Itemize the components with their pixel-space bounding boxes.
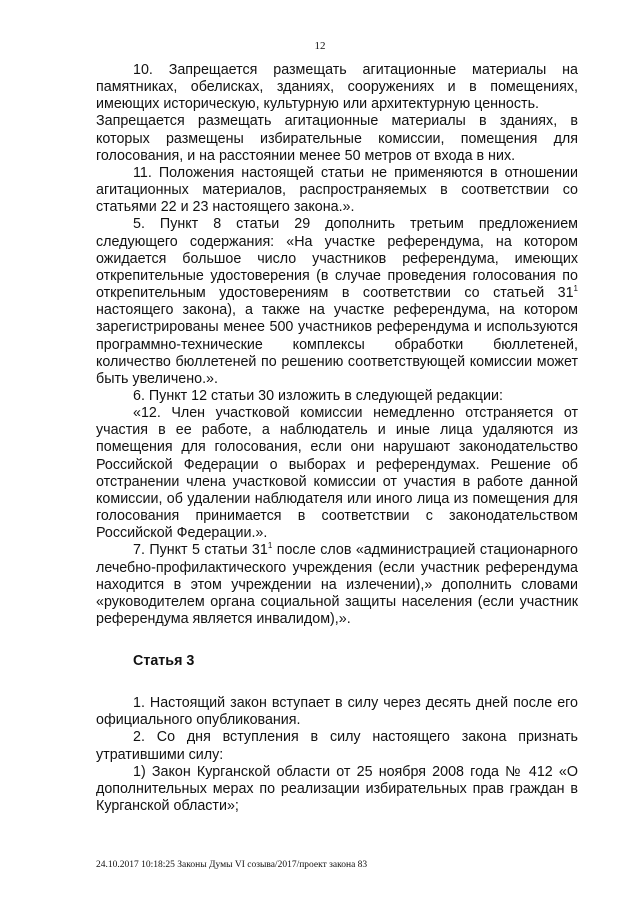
paragraph-10-continued: Запрещается размещать агитационные материалы в зданиях, в которых размещены избирательные комиссии, помещения для голосования, и на расстоянии менее 50 метров от входа в них. bbox=[96, 113, 578, 164]
document-footer: 24.10.2017 10:18:25 Законы Думы VI созыва/2017/проект закона 83 bbox=[96, 860, 368, 870]
paragraph-7 bbox=[96, 542, 578, 628]
document-body bbox=[96, 62, 578, 815]
paragraph-7-text-b: после слов «администрацией стационарного лечебно-профилактического учреждения (если участник референдума находится в этом учреждении на излечении),» дополнить словами «руководителем органа социальной защиты населения (если участник референдума является инвалидом),». bbox=[96, 542, 579, 627]
paragraph-12-quote: «12. Член участковой комиссии немедленно отстраняется от участия в ее работе, а наблюдатель и иные лица удаляются из помещения для голосования, если они нарушают законодательство Российской Федерации о выборах и референдумах. Решение об отстранении члена участковой комиссии от участия в работе данной комиссии, об удалении наблюдателя или иного лица из помещения для голосования принимается в соответствии с законодательством Российской Федерации.». bbox=[96, 405, 578, 542]
paragraph-7-text-a: 7. Пункт 5 статьи 31 bbox=[133, 542, 268, 559]
article-3-paragraph-1: 1. Настоящий закон вступает в силу через десять дней после его официального опубликования. bbox=[96, 695, 578, 729]
paragraph-10: 10. Запрещается размещать агитационные материалы на памятниках, обелисках, зданиях, сооружениях и в помещениях, имеющих историческую, культурную или архитектурную ценность. bbox=[96, 62, 578, 113]
page-number: 12 bbox=[314, 40, 326, 52]
paragraph-5-text-a: 5. Пункт 8 статьи 29 дополнить третьим предложением следующего содержания: «На участке референдума, на котором ожидается большое число участников референдума, имеющих открепительные удостоверения (в случае проведения голосования по открепительным удостоверениям в соответствии со статьей 31 bbox=[96, 216, 578, 302]
paragraph-5 bbox=[96, 216, 578, 388]
article-3-paragraph-2: 2. Со дня вступления в силу настоящего закона признать утратившими силу: bbox=[96, 729, 578, 763]
paragraph-5-text-b: настоящего закона), а также на участке референдума, на котором зарегистрированы менее 500 участников референдума и используются программно-технические комплексы обработки бюллетеней, количество бюллетеней по решению соответствующей комиссии может быть увеличено.». bbox=[96, 302, 578, 387]
article-3-item-1: 1) Закон Курганской области от 25 ноября 2008 года № 412 «О дополнительных мерах по реализации избирательных прав граждан в Курганской области»; bbox=[96, 763, 578, 815]
paragraph-5-superscript: 1 bbox=[573, 284, 578, 294]
paragraph-6: 6. Пункт 12 статьи 30 изложить в следующей редакции: bbox=[133, 387, 503, 404]
paragraph-11: 11. Положения настоящей статьи не применяются в отношении агитационных материалов, распространяемых в соответствии со статьями 22 и 23 настоящего закона.». bbox=[96, 164, 578, 216]
paragraph-7-superscript: 1 bbox=[267, 541, 273, 551]
article-3-heading: Статья 3 bbox=[133, 653, 195, 670]
